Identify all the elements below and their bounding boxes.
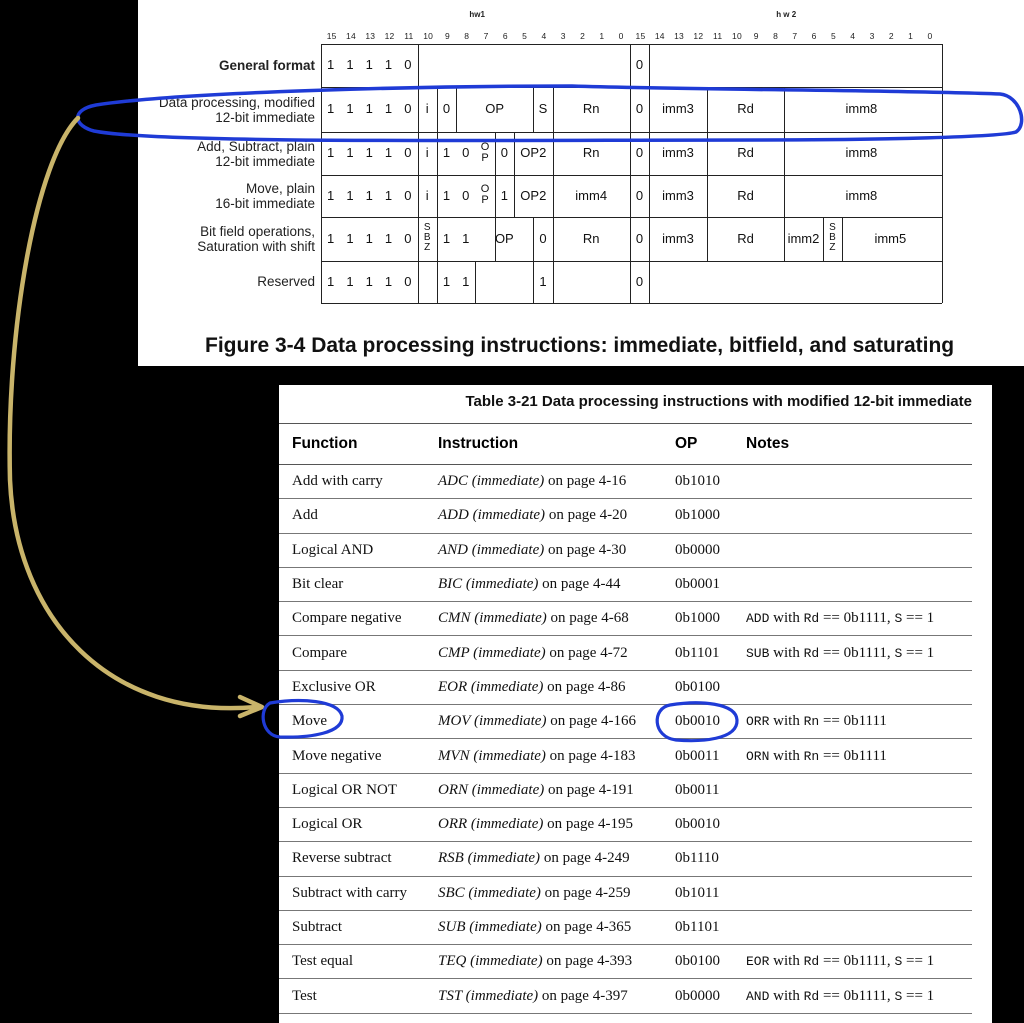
bit-zero: 0 <box>462 187 470 203</box>
page-ref: on page 4-20 <box>545 507 628 524</box>
cell-op: 0b1110 <box>662 842 733 876</box>
note-fragment: Rd <box>803 988 820 1004</box>
cell-function: Subtract <box>279 910 425 944</box>
field-op-stacked: O P <box>480 140 490 164</box>
bit-number: 0 <box>927 31 933 41</box>
bit-number: 1 <box>599 31 605 41</box>
table-row <box>279 979 972 1013</box>
table-row <box>279 739 972 773</box>
row-divider <box>321 132 942 133</box>
bit-zero: 0 <box>404 273 412 289</box>
cell-notes <box>733 910 972 944</box>
cell-op: 0b1000 <box>662 602 733 636</box>
bit-zero: 0 <box>442 101 451 116</box>
cell-instruction <box>425 979 662 1013</box>
instruction-link[interactable]: CMN (immediate) <box>438 610 547 627</box>
table-row <box>279 773 972 807</box>
bit-number: 11 <box>713 31 723 41</box>
bit-one: 1 <box>365 273 373 289</box>
row-divider <box>321 217 942 218</box>
bit-zero: 0 <box>404 187 412 203</box>
note-fragment: Rd <box>803 611 820 627</box>
cell-notes <box>733 979 972 1013</box>
table-row <box>279 602 972 636</box>
table-row <box>279 670 972 704</box>
field-rd: Rd <box>737 145 754 160</box>
bit-number: 9 <box>444 31 450 41</box>
note-fragment: EOR <box>746 954 770 970</box>
bit-number: 3 <box>869 31 875 41</box>
bit-one: 1 <box>346 57 354 72</box>
header-instruction: Instruction <box>425 424 662 465</box>
cell-function: Reverse subtract <box>279 842 425 876</box>
bit-one: 1 <box>365 101 373 116</box>
cell-function: Compare negative <box>279 602 425 636</box>
cell-notes <box>733 842 972 876</box>
cell-op: 0b0010 <box>662 705 733 739</box>
cell-op: 0b0000 <box>662 533 733 567</box>
row-label: General format <box>218 57 315 73</box>
page-ref: on page 4-195 <box>543 816 633 833</box>
instruction-link[interactable]: EOR (immediate) <box>438 678 544 695</box>
row-label: Move, plain 16-bit immediate <box>215 181 315 211</box>
note-fragment: with <box>769 953 804 970</box>
bit-one: 1 <box>346 230 354 246</box>
table-row <box>279 636 972 670</box>
hw1-label: hw1 <box>469 10 485 19</box>
page-ref: on page 4-393 <box>542 953 633 970</box>
table-body <box>279 465 972 1014</box>
field-imm8: imm8 <box>845 145 878 160</box>
bit-zero: 0 <box>500 145 508 160</box>
field-op2: OP2 <box>520 145 547 160</box>
bit-zero: 0 <box>404 145 412 160</box>
row-divider <box>321 303 942 304</box>
field-divider <box>630 132 631 175</box>
bit-number: 2 <box>888 31 894 41</box>
frame-right <box>942 44 943 303</box>
note-fragment: == 1 <box>902 644 935 661</box>
page-ref: on page 4-259 <box>540 884 631 901</box>
cell-op: 0b1010 <box>662 465 733 499</box>
field-divider <box>630 87 631 132</box>
cell-notes <box>733 739 972 773</box>
bit-one: 1 <box>346 145 354 160</box>
bit-one: 1 <box>346 101 354 116</box>
field-imm8: imm8 <box>845 101 878 116</box>
cell-function: Exclusive OR <box>279 670 425 704</box>
bit-one: 1 <box>365 187 373 203</box>
table-panel <box>279 385 992 1023</box>
note-fragment: with <box>769 644 804 661</box>
figure-caption: Figure 3-4 Data processing instructions: immediate, bitfield, and saturating <box>205 334 955 357</box>
note-fragment: == 1 <box>902 610 935 627</box>
table-header-row <box>279 424 972 465</box>
bit-one: 1 <box>346 187 354 203</box>
bit-one: 1 <box>327 273 335 289</box>
row-label: Bit field operations, Saturation with shift <box>197 224 315 254</box>
cell-instruction <box>425 533 662 567</box>
field-i: i <box>425 187 429 203</box>
bit-number: 2 <box>580 31 585 41</box>
instruction-link[interactable]: ORR (immediate) <box>438 816 544 833</box>
instruction-link[interactable]: AND (immediate) <box>438 541 545 558</box>
cell-instruction <box>425 499 662 533</box>
instruction-link[interactable]: BIC (immediate) <box>438 576 539 593</box>
note-fragment: with <box>769 713 804 730</box>
bit-zero: 0 <box>635 145 644 160</box>
instruction-link[interactable]: RSB (immediate) <box>438 850 541 867</box>
bit-number: 12 <box>384 31 395 41</box>
bit-zero: 0 <box>539 230 547 246</box>
field-rn: Rn <box>582 145 600 160</box>
note-fragment: S <box>894 954 903 970</box>
field-divider <box>630 175 631 217</box>
row-label: Data processing, modified 12-bit immediate <box>158 94 315 125</box>
table-row <box>279 945 972 979</box>
bit-zero: 0 <box>635 187 644 203</box>
row-divider <box>321 175 942 176</box>
cell-notes <box>733 773 972 807</box>
page-ref: on page 4-365 <box>541 919 632 935</box>
field-op-stacked: O P <box>480 183 490 206</box>
bit-number: 11 <box>404 31 414 41</box>
table-row <box>279 705 972 739</box>
cell-instruction <box>425 773 662 807</box>
bit-zero: 0 <box>635 101 644 116</box>
cell-function: Bit clear <box>279 567 425 601</box>
bit-number: 13 <box>674 31 684 41</box>
cell-op: 0b0001 <box>662 567 733 601</box>
bit-zero: 0 <box>635 57 644 72</box>
cell-notes <box>733 465 972 499</box>
note-fragment: S <box>894 988 903 1004</box>
cell-op: 0b0011 <box>662 773 733 807</box>
cell-notes <box>733 602 972 636</box>
cell-instruction <box>425 807 662 841</box>
field-imm3: imm3 <box>662 145 694 160</box>
row-divider <box>321 87 942 88</box>
instruction-link[interactable]: TST (immediate) <box>438 987 539 1004</box>
header-function: Function <box>279 424 425 465</box>
note-fragment: Rn <box>803 748 820 764</box>
table-title: Table 3-21 Data processing instructions with modified 12-bit immediate <box>465 393 972 410</box>
field-rn: Rn <box>582 230 600 246</box>
cell-instruction <box>425 842 662 876</box>
table-row <box>279 465 972 499</box>
instruction-link[interactable]: ADD (immediate) <box>438 507 546 524</box>
field-divider <box>418 44 419 87</box>
note-fragment: == 1 <box>902 987 935 1004</box>
field-imm3: imm3 <box>662 187 694 203</box>
bit-number: 4 <box>541 31 547 41</box>
cell-function: Logical OR <box>279 807 425 841</box>
bit-one: 1 <box>365 57 373 72</box>
field-rd: Rd <box>737 187 754 203</box>
field-divider <box>649 44 650 87</box>
bit-one: 1 <box>500 187 508 203</box>
note-fragment: == 0b1111, <box>819 953 895 970</box>
bit-number: 3 <box>560 31 566 41</box>
cell-notes <box>733 636 972 670</box>
bit-one: 1 <box>462 273 470 289</box>
bit-zero: 0 <box>635 273 644 289</box>
cell-op: 0b0010 <box>662 807 733 841</box>
bit-number: 5 <box>522 31 528 41</box>
note-fragment: AND <box>746 988 770 1004</box>
bit-one: 1 <box>442 145 451 160</box>
cell-op: 0b0100 <box>662 670 733 704</box>
field-imm2: imm2 <box>787 230 820 246</box>
cell-function: Add with carry <box>279 465 425 499</box>
note-fragment: == 0b1111, <box>819 987 895 1004</box>
note-fragment: S <box>894 645 903 661</box>
cell-op: 0b1101 <box>662 910 733 944</box>
bit-one: 1 <box>384 187 393 203</box>
cell-instruction <box>425 636 662 670</box>
cell-op: 0b1000 <box>662 499 733 533</box>
field-op: OP <box>494 230 514 246</box>
field-divider <box>630 217 631 261</box>
cell-notes <box>733 670 972 704</box>
cell-instruction <box>425 910 662 944</box>
cell-instruction <box>425 670 662 704</box>
table-row <box>279 567 972 601</box>
cell-function: Subtract with carry <box>279 876 425 910</box>
hw2-label: h w 2 <box>776 10 797 19</box>
bit-number: 9 <box>753 31 759 41</box>
table-row <box>279 533 972 567</box>
field-divider <box>475 261 476 303</box>
cell-notes <box>733 945 972 979</box>
connector-arrowhead <box>240 697 262 716</box>
note-fragment: Rd <box>803 954 820 970</box>
field-rn: Rn <box>582 101 600 116</box>
table-row <box>279 876 972 910</box>
page-ref: on page 4-30 <box>544 541 627 558</box>
bit-one: 1 <box>462 230 470 246</box>
bit-number: 1 <box>908 31 914 41</box>
bit-one: 1 <box>384 230 393 246</box>
field-i: i <box>425 101 429 116</box>
instruction-link[interactable]: ADC (immediate) <box>438 473 545 490</box>
page-ref: on page 4-166 <box>546 713 637 730</box>
page-ref: on page 4-72 <box>545 644 628 661</box>
cell-op: 0b1011 <box>662 876 733 910</box>
instruction-link[interactable]: ORN (immediate) <box>438 781 545 798</box>
instruction-link[interactable]: TEQ (immediate) <box>438 953 543 970</box>
page-ref: on page 4-249 <box>540 850 630 867</box>
header-notes: Notes <box>733 424 972 465</box>
frame-left <box>321 44 322 303</box>
note-fragment: with <box>769 610 804 627</box>
bit-number: 5 <box>830 31 836 41</box>
cell-function: Test equal <box>279 945 425 979</box>
cell-function: Add <box>279 499 425 533</box>
cell-instruction <box>425 876 662 910</box>
cell-op: 0b1101 <box>662 636 733 670</box>
note-fragment: == 0b1111 <box>819 747 887 764</box>
bit-number: 6 <box>811 31 817 41</box>
field-sbz: S B Z <box>829 222 836 253</box>
cell-notes <box>733 807 972 841</box>
row-label: Reserved <box>257 274 315 289</box>
bit-number: 0 <box>618 31 624 41</box>
bit-number: 6 <box>502 31 508 41</box>
instruction-link[interactable]: CMP (immediate) <box>438 644 546 661</box>
cell-function: Move <box>279 705 425 739</box>
cell-notes <box>733 876 972 910</box>
row-label: Add, Subtract, plain 12-bit immediate <box>197 138 315 169</box>
note-fragment: == 0b1111 <box>819 713 887 730</box>
note-fragment: ORR <box>746 714 770 730</box>
note-fragment: S <box>894 611 903 627</box>
field-divider <box>418 261 419 303</box>
bit-number: 13 <box>365 31 376 41</box>
field-op2: OP2 <box>520 187 547 203</box>
cell-function: Logical OR NOT <box>279 773 425 807</box>
note-fragment: ORN <box>746 748 770 764</box>
page-ref: on page 4-16 <box>544 473 627 490</box>
bit-one: 1 <box>442 187 451 203</box>
note-fragment: ADD <box>746 611 770 627</box>
bit-number: 7 <box>792 31 798 41</box>
page-ref: on page 4-397 <box>538 987 628 1004</box>
cell-op: 0b0000 <box>662 979 733 1013</box>
bit-number: 15 <box>635 31 646 41</box>
table-row <box>279 807 972 841</box>
note-fragment: with <box>769 987 804 1004</box>
note-fragment: Rn <box>803 714 820 730</box>
bit-number: 12 <box>693 31 704 41</box>
field-sbz: S B Z <box>423 222 431 253</box>
cell-instruction <box>425 945 662 979</box>
instruction-table <box>279 423 972 1014</box>
bit-zero: 0 <box>635 230 644 246</box>
note-fragment: Rd <box>803 645 820 661</box>
instruction-link[interactable]: MVN (immediate) <box>438 747 546 764</box>
page-ref: on page 4-183 <box>545 747 636 764</box>
bit-number: 10 <box>423 31 434 41</box>
row-divider <box>321 261 942 262</box>
cell-notes <box>733 499 972 533</box>
note-fragment: == 0b1111, <box>819 644 895 661</box>
cell-instruction <box>425 567 662 601</box>
field-divider <box>649 261 650 303</box>
bit-number: 14 <box>346 31 356 41</box>
bit-one: 1 <box>327 101 335 116</box>
field-divider <box>553 261 554 303</box>
field-imm5: imm5 <box>874 230 907 246</box>
field-rd: Rd <box>737 101 754 116</box>
bit-number: 8 <box>773 31 778 41</box>
page-ref: on page 4-86 <box>543 678 626 695</box>
field-s: S <box>538 101 548 116</box>
note-fragment: == 0b1111, <box>819 610 895 627</box>
page-ref: on page 4-191 <box>544 781 634 798</box>
bit-zero: 0 <box>404 230 412 246</box>
cell-op: 0b0100 <box>662 945 733 979</box>
bit-one: 1 <box>327 187 335 203</box>
cell-function: Logical AND <box>279 533 425 567</box>
bit-one: 1 <box>327 230 335 246</box>
bit-one: 1 <box>327 145 335 160</box>
bit-one: 1 <box>442 230 451 246</box>
bit-one: 1 <box>365 230 373 246</box>
row-divider <box>321 44 942 45</box>
page-ref: on page 4-68 <box>546 610 629 627</box>
cell-function: Move negative <box>279 739 425 773</box>
bit-zero: 0 <box>462 145 470 160</box>
instruction-link[interactable]: MOV (immediate) <box>438 713 547 730</box>
bit-number: 10 <box>732 31 742 41</box>
cell-function: Compare <box>279 636 425 670</box>
table-row <box>279 499 972 533</box>
figure-panel <box>138 0 1024 366</box>
table-row <box>279 910 972 944</box>
bit-one: 1 <box>384 57 393 72</box>
field-imm3: imm3 <box>662 230 694 246</box>
field-imm4: imm4 <box>575 187 608 203</box>
field-imm3: imm3 <box>662 101 694 116</box>
note-fragment: == 1 <box>902 953 935 970</box>
bit-number: 15 <box>326 31 337 41</box>
bit-number: 8 <box>464 31 470 41</box>
bit-one: 1 <box>384 145 393 160</box>
cell-function: Test <box>279 979 425 1013</box>
bit-one: 1 <box>365 145 373 160</box>
cell-notes <box>733 705 972 739</box>
field-i: i <box>425 145 429 160</box>
bit-one: 1 <box>327 57 335 72</box>
bit-zero: 0 <box>404 101 412 116</box>
table-row <box>279 842 972 876</box>
field-imm8: imm8 <box>845 187 878 203</box>
cell-notes <box>733 567 972 601</box>
page-ref: on page 4-44 <box>538 576 621 593</box>
field-op: OP <box>485 101 505 116</box>
note-fragment: SUB <box>746 645 770 661</box>
instruction-link[interactable]: SUB (immediate) <box>438 919 542 935</box>
bit-zero: 0 <box>404 57 412 72</box>
cell-instruction <box>425 465 662 499</box>
cell-instruction <box>425 705 662 739</box>
cell-instruction <box>425 602 662 636</box>
header-op: OP <box>662 424 733 465</box>
bit-one: 1 <box>442 273 451 289</box>
bit-number: 14 <box>654 31 665 41</box>
bit-number: 7 <box>483 31 489 41</box>
cell-notes <box>733 533 972 567</box>
field-rd: Rd <box>737 230 754 246</box>
bit-number: 4 <box>850 31 856 41</box>
bit-one: 1 <box>346 273 354 289</box>
bit-one: 1 <box>539 273 547 289</box>
bit-one: 1 <box>384 273 393 289</box>
note-fragment: with <box>769 747 804 764</box>
bit-one: 1 <box>384 101 393 116</box>
cell-op: 0b0011 <box>662 739 733 773</box>
instruction-link[interactable]: SBC (immediate) <box>438 884 541 901</box>
cell-instruction <box>425 739 662 773</box>
